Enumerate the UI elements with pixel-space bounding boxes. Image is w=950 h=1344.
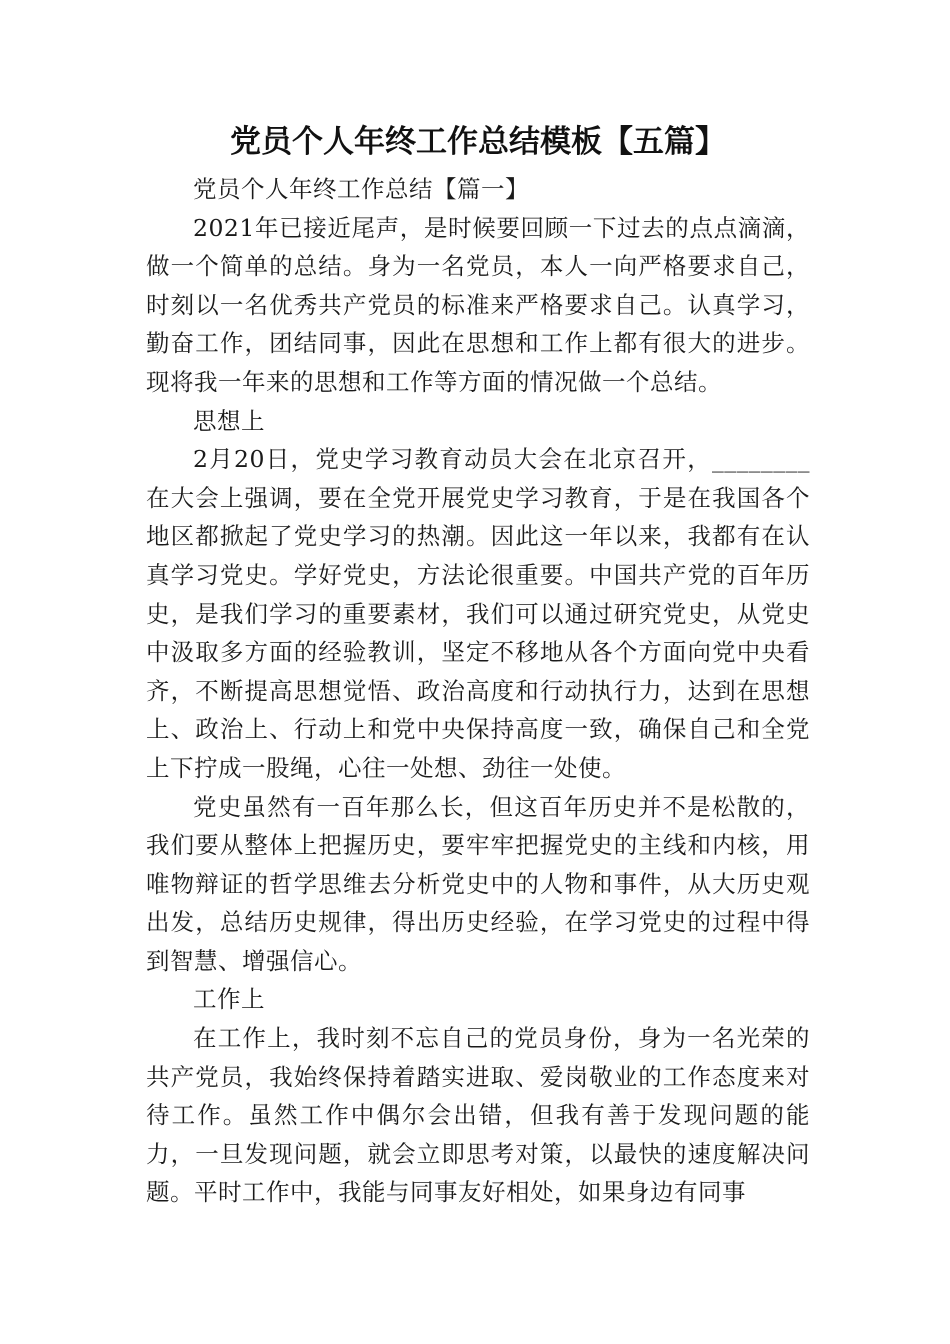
thought-paragraph-1: 2月20日，党史学习教育动员大会在北京召开，________在大会上强调，要在全党开展党史学习教育，于是在我国各个地区都掀起了党史学习的热潮。因此这一年以来，我都有在认真学习党史。学好党史，方法论很重要。中国共产党的百年历史，是我们学习的重要素材，我们可以通过研究党史，从党史中汲取多方面的经验教训，坚定不移地从各个方面向党中央看齐，不断提高思想觉悟、政治高度和行动执行力，达到在思想上、政治上、行动上和党中央保持高度一致，确保自己和全党上下拧成一股绳，心往一处想、劲往一处使。	[146, 445, 810, 782]
section-heading-thought: 思想上	[193, 406, 265, 435]
section-heading-part-one: 党员个人年终工作总结【篇一】	[193, 175, 529, 203]
thought-paragraph-2: 党史虽然有一百年那么长，但这百年历史并不是松散的，我们要从整体上把握历史，要牢牢把握党史的主线和内核，用唯物辩证的哲学思维去分析党史中的人物和事件，从大历史观出发，总结历史规律，得出历史经验，在学习党史的过程中得到智慧、增强信心。	[146, 792, 810, 975]
document-title: 党员个人年终工作总结模板【五篇】	[230, 124, 726, 160]
intro-paragraph: 2021年已接近尾声，是时候要回顾一下过去的点点滴滴，做一个简单的总结。身为一名党员，本人一向严格要求自己，时刻以一名优秀共产党员的标准来严格要求自己。认真学习，勤奋工作，团结同事，因此在思想和工作上都有很大的进步。现将我一年来的思想和工作等方面的情况做一个总结。	[146, 213, 810, 396]
work-paragraph: 在工作上，我时刻不忘自己的党员身份，身为一名光荣的共产党员，我始终保持着踏实进取、爱岗敬业的工作态度来对待工作。虽然工作中偶尔会出错，但我有善于发现问题的能力，一旦发现问题，就会立即思考对策，以最快的速度解决问题。平时工作中，我能与同事友好相处，如果身边有同事	[146, 1024, 810, 1207]
document-body	[146, 118, 810, 1212]
section-heading-work: 工作上	[193, 985, 265, 1014]
